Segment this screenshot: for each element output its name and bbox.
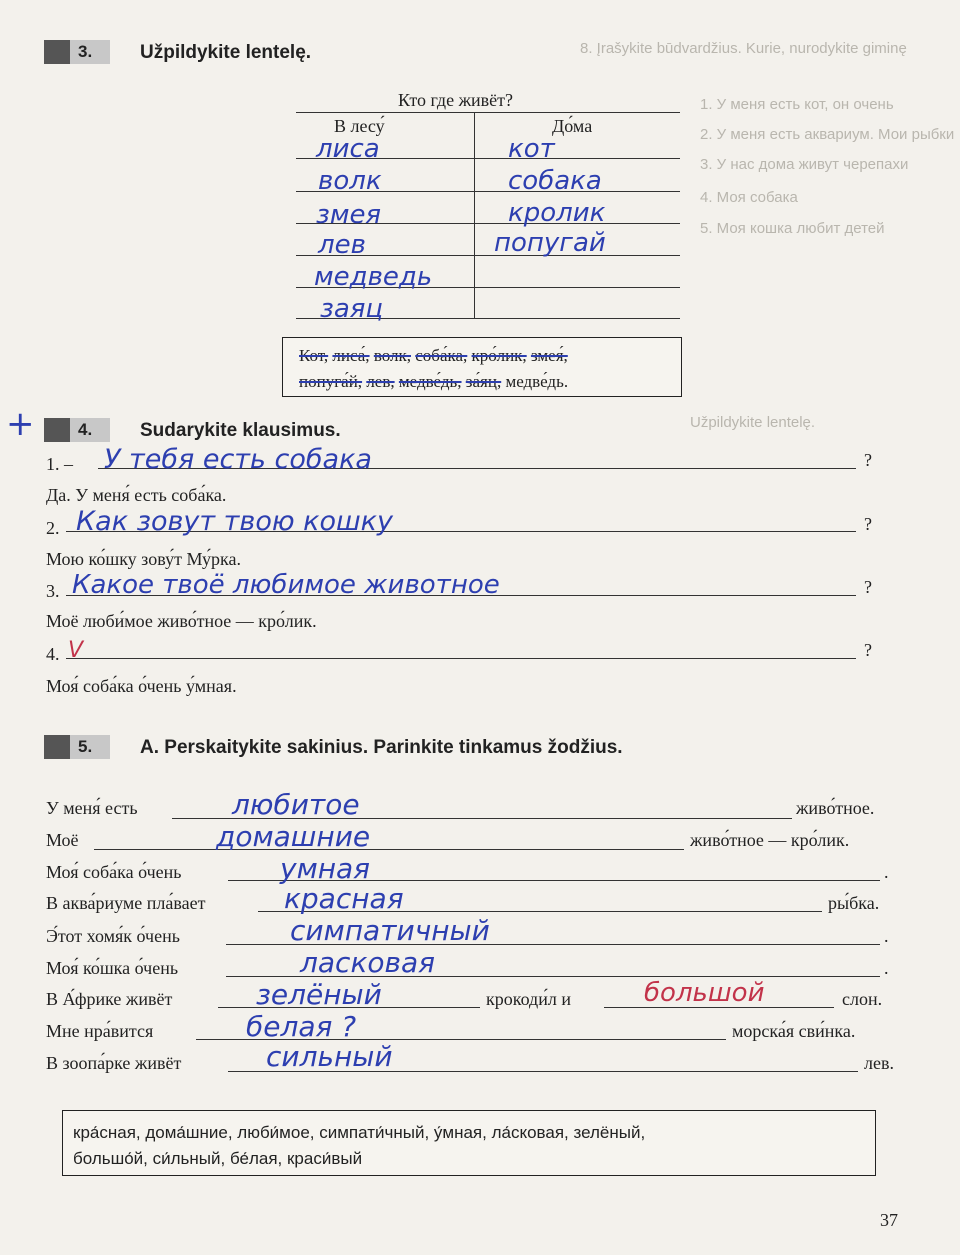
home-animal: собака (508, 166, 602, 196)
given-answer: Мою ко́шку зову́т Му́рка. (46, 549, 241, 569)
ex3-word-box-line1 (299, 346, 568, 366)
bleed-through-text: 2. У меня есть аквариум. Мои рыбки (700, 126, 955, 143)
fill-answer: симпатичный (290, 914, 490, 947)
margin-check-mark: + (6, 404, 35, 444)
word-chip: попуга́й, (299, 372, 363, 391)
exercise-3-title: Užpildykite lentelę. (140, 42, 312, 63)
question-mark: ? (864, 514, 872, 534)
question-answer: Как зовут твою кошку (76, 506, 393, 537)
sentence-start: Моя́ ко́шка о́чень (46, 958, 179, 978)
question-mark: ? (864, 577, 872, 597)
sentence-start: Э́тот хомя́к о́чень (46, 926, 180, 946)
bleed-through-text: 5. Моя кошка любит детей (700, 220, 885, 237)
fill-answer: ласковая (300, 946, 435, 979)
home-animal: кот (508, 134, 555, 164)
column-header-home: До́ма (552, 116, 593, 136)
fill-answer: красная (284, 882, 404, 915)
sentence-start: В А́фрике живёт (46, 989, 173, 1009)
exercise-4-marker (44, 418, 70, 442)
word-chip: соба́ка, (415, 346, 468, 365)
exercise-4-title: Sudarykite klausimus. (140, 420, 341, 441)
word-bank-box (62, 1110, 876, 1176)
given-answer: Моё люби́мое живо́тное — кро́лик. (46, 611, 317, 631)
exercise-5-marker (44, 735, 70, 759)
forest-animal: змея (316, 200, 382, 230)
sentence-end: слон. (842, 989, 883, 1009)
exercise-3-marker (44, 40, 70, 64)
word-chip: лиса́, (332, 346, 370, 365)
forest-animal: лиса (316, 134, 380, 164)
sentence-end: живо́тное — кро́лик. (690, 830, 850, 850)
fill-answer: домашние (216, 820, 371, 853)
forest-animal: заяц (320, 294, 384, 324)
forest-animal: лев (318, 230, 366, 260)
question-answer: Какое твоё любимое животное (72, 570, 500, 600)
sentence-start: В аква́риуме пла́вает (46, 893, 206, 913)
bleed-through-text: 3. У нас дома живут черепахи (700, 156, 909, 173)
word-chip: кро́лик, (471, 346, 527, 365)
sentence-end: живо́тное. (796, 798, 875, 818)
question-number: 1. – (46, 454, 73, 474)
forest-animal: волк (318, 166, 382, 196)
word-chip: за́яц, (465, 372, 502, 391)
exercise-3-number: 3. (70, 40, 110, 64)
bleed-through-text: 1. У меня есть кот, он очень (700, 96, 894, 113)
exercise-5-number: 5. (70, 735, 110, 759)
sentence-end: ры́бка. (828, 893, 880, 913)
question-answer: V (68, 638, 84, 663)
table-title: Кто где живёт? (398, 90, 513, 110)
answer-line (66, 658, 856, 659)
exercise-4-number: 4. (70, 418, 110, 442)
word-bank-line: кра́сная, дома́шние, люби́мое, симпати́чный, у́мная, ла́сковая, зелёный, (73, 1123, 646, 1142)
sentence-start: У меня́ есть (46, 798, 138, 818)
word-chip: Кот, (299, 346, 329, 365)
column-header-forest: В лесу́ (334, 116, 385, 136)
sentence-end: . (884, 926, 889, 946)
home-animal: попугай (494, 228, 606, 258)
ex3-word-box (282, 337, 682, 397)
word-chip: волк, (373, 346, 411, 365)
word-chip: медве́дь, (398, 372, 462, 391)
fill-answer: белая ? (246, 1010, 357, 1043)
word-chip: медве́дь. (505, 372, 569, 391)
question-number: 2. (46, 518, 60, 538)
word-chip: лев, (366, 372, 395, 391)
sentence-start: В зоопа́рке живёт (46, 1053, 182, 1073)
forest-animal: медведь (314, 262, 433, 292)
word-bank-line: большо́й, си́льный, бе́лая, краси́вый (73, 1149, 363, 1168)
fill-line (94, 849, 684, 850)
question-answer: У тебя есть собака (104, 444, 372, 475)
given-answer: Да. У меня́ есть соба́ка. (46, 485, 227, 505)
bleed-through-text: Užpildykite lentelę. (690, 414, 816, 431)
question-mark: ? (864, 450, 872, 470)
fill-answer: сильный (266, 1040, 393, 1073)
sentence-end: . (884, 862, 889, 882)
sentence-end: . (884, 958, 889, 978)
bleed-through-text: 4. Моя собака (700, 189, 798, 206)
question-mark: ? (864, 640, 872, 660)
question-number: 3. (46, 581, 60, 601)
fill-answer: большой (644, 978, 765, 1008)
sentence-start: Мне нра́вится (46, 1021, 154, 1041)
fill-answer: умная (280, 852, 371, 885)
fill-answer: любитое (232, 788, 360, 821)
given-answer: Моя́ соба́ка о́чень у́мная. (46, 676, 237, 696)
sentence-start: Моя́ соба́ка о́чень (46, 862, 182, 882)
home-animal: кролик (508, 198, 606, 228)
sentence-start: Моё (46, 830, 79, 850)
sentence-middle: крокоди́л и (486, 989, 571, 1009)
word-chip: змея́, (530, 346, 568, 365)
fill-answer: зелёный (256, 978, 382, 1011)
page-number: 37 (880, 1210, 898, 1230)
exercise-5-title: A. Perskaitykite sakinius. Parinkite tinkamus žodžius. (140, 737, 623, 758)
ex3-word-box-line2 (299, 372, 568, 392)
question-number: 4. (46, 644, 60, 664)
table-top-rule (296, 112, 680, 113)
bleed-through-text: 8. Įrašykite būdvardžius. Kurie, nurodykite giminę (580, 40, 907, 57)
sentence-end: лев. (864, 1053, 894, 1073)
sentence-end: морска́я сви́нка. (732, 1021, 856, 1041)
